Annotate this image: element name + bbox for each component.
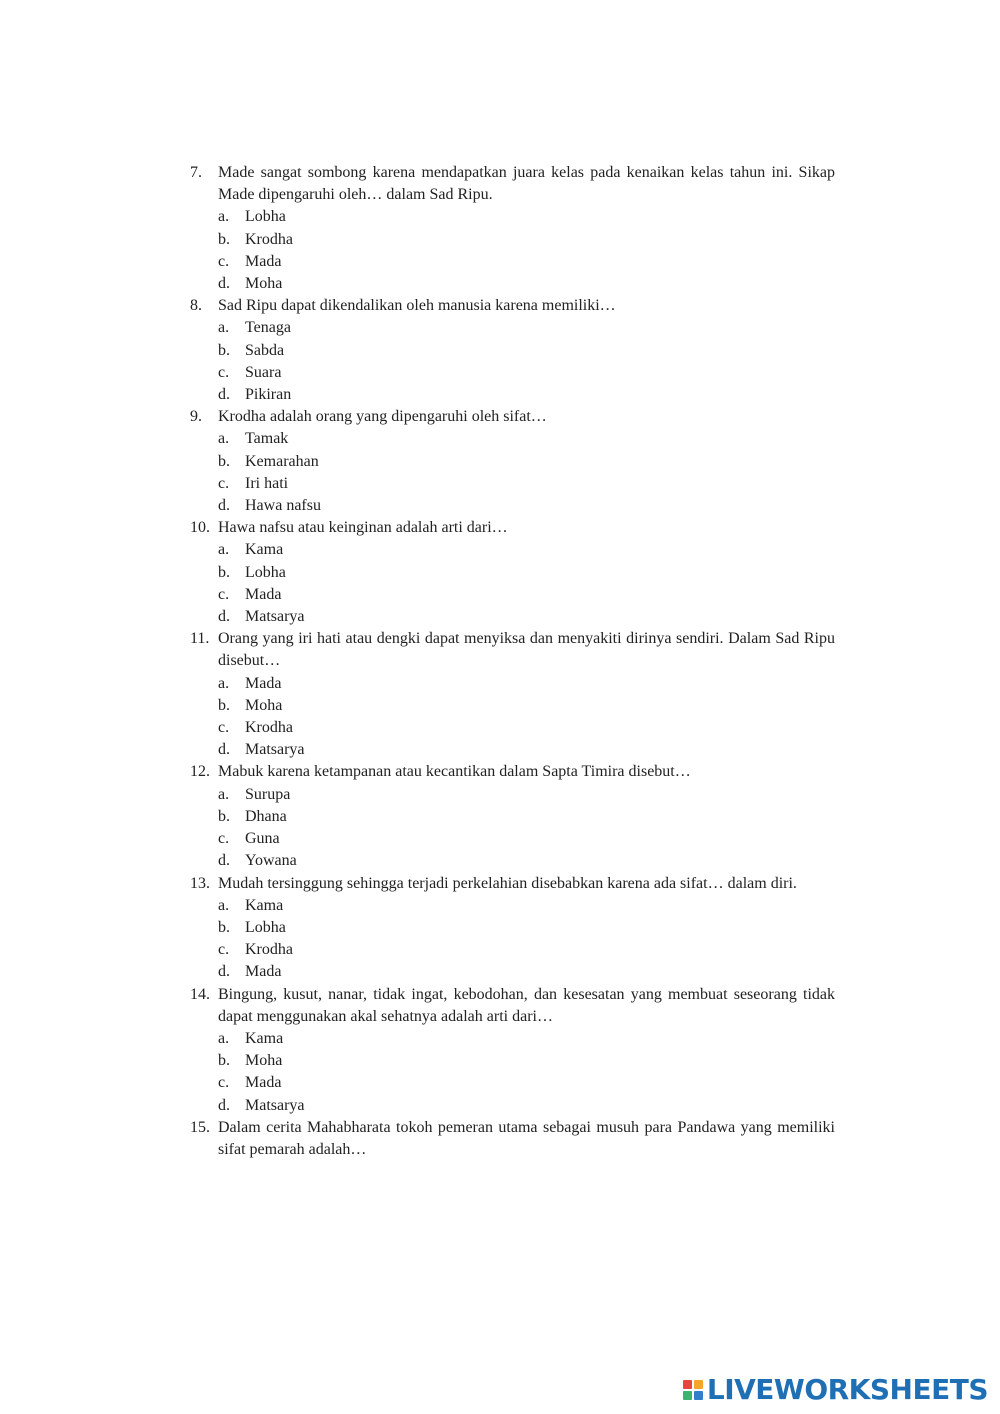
answer-option[interactable]: [190, 384, 835, 406]
option-text: Lobha: [245, 918, 286, 936]
question-item: [190, 761, 835, 872]
answer-option[interactable]: [190, 828, 835, 850]
answer-option[interactable]: [190, 1028, 835, 1050]
option-letter: a.: [218, 896, 230, 914]
option-letter: c.: [218, 941, 230, 959]
option-text: Krodha: [245, 230, 293, 248]
answer-option[interactable]: [190, 562, 835, 584]
answer-option[interactable]: [190, 362, 835, 384]
option-letter: b.: [218, 452, 230, 470]
answer-option[interactable]: [190, 895, 835, 917]
option-letter: a.: [218, 208, 230, 226]
question-item: [190, 406, 835, 517]
option-text: Suara: [245, 363, 282, 381]
brand-name: LIVEWORKSHEETS: [706, 1373, 988, 1406]
option-text: Lobha: [245, 563, 286, 581]
question-head: [190, 873, 835, 895]
answer-option[interactable]: [190, 939, 835, 961]
option-text: Iri hati: [245, 474, 289, 492]
option-letter: c.: [218, 1074, 230, 1092]
answer-option[interactable]: [190, 340, 835, 362]
option-letter: c.: [218, 830, 230, 848]
option-text: Yowana: [245, 852, 297, 870]
option-text: Mada: [245, 1074, 282, 1092]
option-text: Matsarya: [245, 608, 305, 626]
question-head: [190, 162, 835, 206]
option-text: Sabda: [245, 341, 285, 359]
option-text: Tamak: [245, 430, 289, 448]
option-text: Kama: [245, 896, 284, 914]
option-letter: a.: [218, 541, 230, 559]
option-text: Moha: [245, 1052, 283, 1070]
option-text: Surupa: [245, 785, 291, 803]
option-letter: a.: [218, 785, 230, 803]
question-head: [190, 517, 835, 539]
question-number: 15.: [190, 1118, 210, 1136]
option-text: Tenaga: [245, 319, 291, 337]
option-text: Moha: [245, 696, 283, 714]
option-letter: c.: [218, 474, 230, 492]
question-head: [190, 406, 835, 428]
answer-option[interactable]: [190, 673, 835, 695]
answer-option[interactable]: [190, 606, 835, 628]
option-letter: b.: [218, 807, 230, 825]
option-letter: d.: [218, 386, 230, 404]
option-letter: d.: [218, 741, 230, 759]
answer-options: [190, 1028, 835, 1117]
answer-option[interactable]: [190, 229, 835, 251]
option-letter: a.: [218, 1029, 230, 1047]
answer-options: [190, 428, 835, 517]
question-head: [190, 295, 835, 317]
option-text: Hawa nafsu: [245, 497, 321, 515]
answer-option[interactable]: [190, 251, 835, 273]
answer-option[interactable]: [190, 784, 835, 806]
answer-option[interactable]: [190, 806, 835, 828]
option-text: Krodha: [245, 719, 293, 737]
option-letter: a.: [218, 319, 230, 337]
question-text: Krodha adalah orang yang dipengaruhi oleh sifat…: [218, 408, 547, 426]
option-letter: c.: [218, 363, 230, 381]
option-letter: b.: [218, 341, 230, 359]
answer-options: [190, 539, 835, 628]
answer-option[interactable]: [190, 1095, 835, 1117]
liveworksheets-logo-icon: [683, 1380, 703, 1400]
option-text: Matsarya: [245, 1096, 305, 1114]
question-item: [190, 295, 835, 406]
question-number: 12.: [190, 763, 210, 781]
question-item: [190, 517, 835, 628]
answer-options: [190, 206, 835, 295]
answer-option[interactable]: [190, 961, 835, 983]
answer-option[interactable]: [190, 273, 835, 295]
question-text: Mabuk karena ketampanan atau kecantikan dalam Sapta Timira disebut…: [218, 763, 691, 781]
option-letter: d.: [218, 1096, 230, 1114]
option-text: Kama: [245, 1029, 284, 1047]
option-text: Dhana: [245, 807, 287, 825]
logo-square: [683, 1380, 692, 1389]
option-text: Kemarahan: [245, 452, 319, 470]
answer-option[interactable]: [190, 717, 835, 739]
option-letter: d.: [218, 963, 230, 981]
question-text: Orang yang iri hati atau dengki dapat menyiksa dan menyakiti dirinya sendiri. Dalam Sad Ripu disebut…: [218, 630, 835, 670]
question-number: 14.: [190, 985, 210, 1003]
option-text: Mada: [245, 585, 282, 603]
option-text: Lobha: [245, 208, 286, 226]
answer-options: [190, 317, 835, 406]
question-list: [190, 162, 835, 1161]
answer-option[interactable]: [190, 539, 835, 561]
logo-square: [694, 1380, 703, 1389]
answer-option[interactable]: [190, 1072, 835, 1094]
option-text: Krodha: [245, 941, 293, 959]
option-text: Kama: [245, 541, 284, 559]
question-number: 11.: [190, 630, 210, 648]
question-number: 13.: [190, 874, 210, 892]
question-item: [190, 1117, 835, 1161]
option-text: Guna: [245, 830, 280, 848]
answer-options: [190, 895, 835, 984]
option-text: Mada: [245, 252, 282, 270]
question-head: [190, 984, 835, 1028]
option-text: Mada: [245, 674, 282, 692]
answer-options: [190, 673, 835, 762]
logo-square: [694, 1391, 703, 1400]
answer-option[interactable]: [190, 317, 835, 339]
option-letter: c.: [218, 719, 230, 737]
option-letter: c.: [218, 252, 230, 270]
question-text: Sad Ripu dapat dikendalikan oleh manusia karena memiliki…: [218, 297, 616, 315]
question-number: 8.: [190, 297, 202, 315]
question-text: Bingung, kusut, nanar, tidak ingat, kebodohan, dan kesesatan yang membuat seseorang tidak dapat menggunakan akal sehatnya adalah arti dari…: [218, 985, 835, 1025]
question-text: Made sangat sombong karena mendapatkan juara kelas pada kenaikan kelas tahun ini. Sikap Made dipengaruhi oleh… dalam Sad Ripu.: [218, 164, 835, 204]
logo-square: [683, 1391, 692, 1400]
option-letter: b.: [218, 918, 230, 936]
question-number: 7.: [190, 164, 202, 181]
answer-option[interactable]: [190, 584, 835, 606]
option-letter: d.: [218, 275, 230, 293]
question-text: Hawa nafsu atau keinginan adalah arti dari…: [218, 519, 508, 537]
option-letter: a.: [218, 430, 230, 448]
option-letter: b.: [218, 696, 230, 714]
option-letter: b.: [218, 563, 230, 581]
option-text: Moha: [245, 275, 283, 293]
answer-option[interactable]: [190, 206, 835, 228]
answer-option[interactable]: [190, 451, 835, 473]
option-letter: d.: [218, 608, 230, 626]
option-letter: c.: [218, 585, 230, 603]
question-item: [190, 984, 835, 1117]
question-text: Mudah tersinggung sehingga terjadi perkelahian disebabkan karena ada sifat… dalam diri.: [218, 874, 797, 892]
answer-options: [190, 784, 835, 873]
question-number: 9.: [190, 408, 202, 426]
option-letter: b.: [218, 1052, 230, 1070]
answer-option[interactable]: [190, 917, 835, 939]
question-head: [190, 761, 835, 783]
liveworksheets-brand: [683, 1373, 988, 1406]
option-letter: d.: [218, 852, 230, 870]
answer-option[interactable]: [190, 1050, 835, 1072]
option-text: Pikiran: [245, 386, 292, 404]
question-number: 10.: [190, 519, 210, 537]
option-text: Matsarya: [245, 741, 305, 759]
option-letter: a.: [218, 674, 230, 692]
question-item: [190, 628, 835, 761]
answer-option[interactable]: [190, 428, 835, 450]
question-text: Dalam cerita Mahabharata tokoh pemeran utama sebagai musuh para Pandawa yang memiliki sifat pemarah adalah…: [218, 1118, 835, 1158]
question-item: [190, 162, 835, 295]
answer-option[interactable]: [190, 495, 835, 517]
option-letter: b.: [218, 230, 230, 248]
answer-option[interactable]: [190, 695, 835, 717]
question-head: [190, 628, 835, 672]
question-head: [190, 1117, 835, 1161]
option-text: Mada: [245, 963, 282, 981]
option-letter: d.: [218, 497, 230, 515]
answer-option[interactable]: [190, 473, 835, 495]
answer-option[interactable]: [190, 739, 835, 761]
question-item: [190, 873, 835, 984]
answer-option[interactable]: [190, 850, 835, 872]
